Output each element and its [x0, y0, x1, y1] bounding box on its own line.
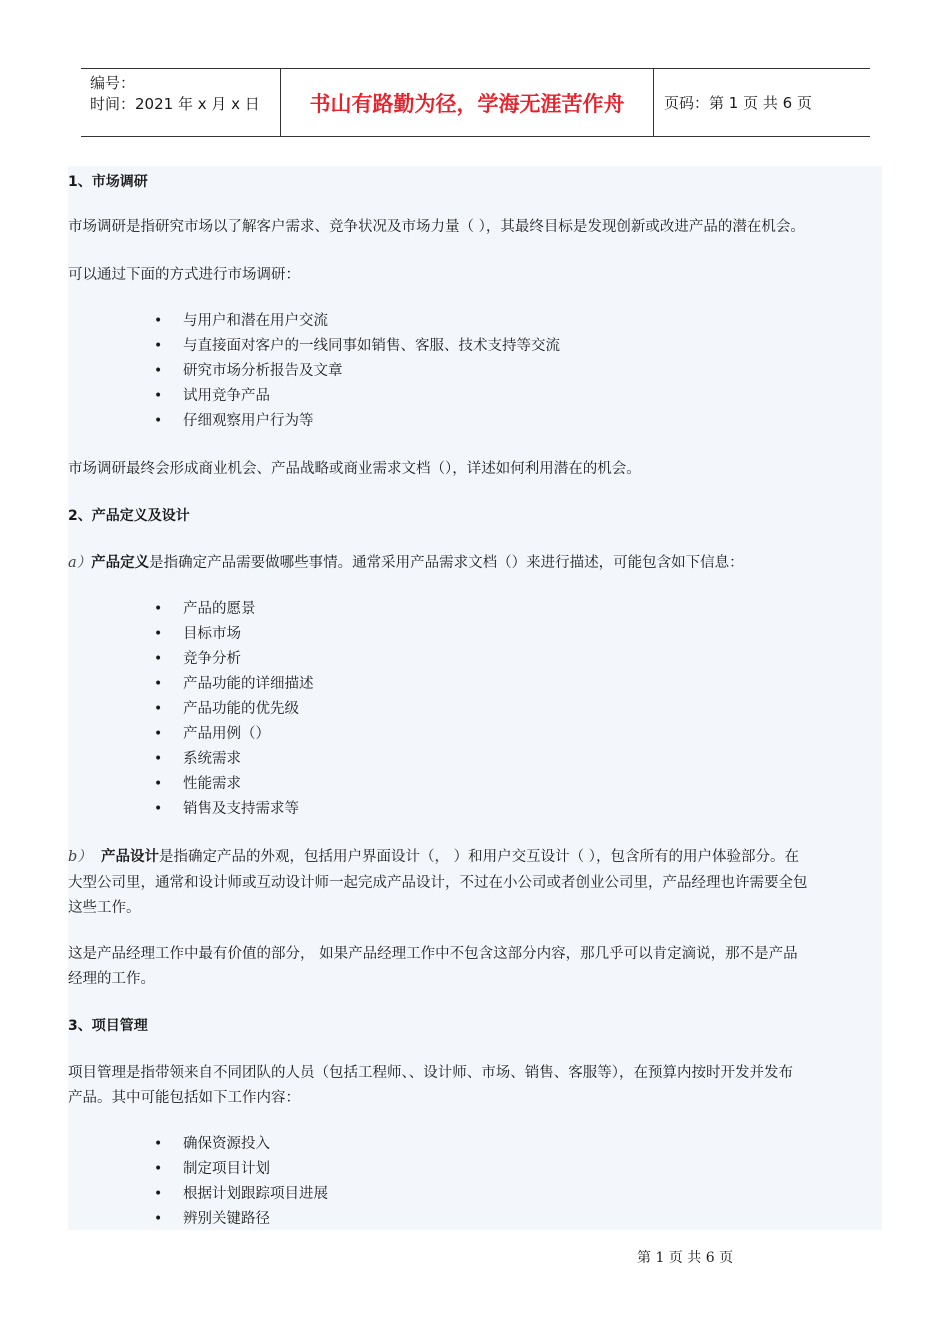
list-item: • 辨别关键路径: [68, 1207, 882, 1232]
list-item: • 确保资源投入: [68, 1132, 882, 1157]
page-info: 页码：第 1 页 共 6 页: [664, 94, 812, 112]
list-item: • 制定项目计划: [68, 1157, 882, 1182]
text: 是指确定产品需要做哪些事情。通常采用产品需求文档（）来进行描述，可能包含如下信息：: [149, 555, 744, 571]
list-item: • 仔细观察用户行为等: [68, 409, 882, 434]
section-title: 3、项目管理: [68, 1018, 148, 1034]
list-item: • 产品功能的优先级: [68, 697, 882, 722]
paragraph: 市场调研最终会形成商业机会、产品战略或商业需求文档（），详述如何利用潜在的机会。: [68, 461, 641, 477]
list-item: • 销售及支持需求等: [68, 797, 882, 822]
list-item: • 目标市场: [68, 622, 882, 647]
number-label: 编号：: [90, 74, 136, 92]
paragraph: 市场调研是指研究市场以了解客户需求、竞争状况及市场力量（ ），其最终目标是发现创新或改进产品的潜在机会。: [68, 219, 805, 235]
list-item: • 产品功能的详细描述: [68, 672, 882, 697]
list-item: • 产品的愿景: [68, 597, 882, 622]
motto: 书山有路勤为径，学海无涯苦作舟: [281, 69, 654, 136]
list-item: • 系统需求: [68, 747, 882, 772]
header-table: [81, 68, 870, 137]
list-item: • 产品用例（）: [68, 722, 882, 747]
list-item: • 竞争分析: [68, 647, 882, 672]
bullet-list: [68, 309, 882, 434]
list-item: • 与直接面对客户的一线同事如销售、客服、技术支持等交流: [68, 334, 882, 359]
term: 产品设计: [101, 848, 160, 865]
paragraph-line: 这些工作。: [68, 900, 141, 916]
document-body: [68, 166, 882, 1230]
paragraph-line: 这是产品经理工作中最有价值的部分， 如果产品经理工作中不包含这部分内容，那几乎可以肯定滴说，那不是产品: [68, 946, 798, 962]
item-marker: b）: [68, 849, 92, 865]
list-item: • 性能需求: [68, 772, 882, 797]
section-title: 1、市场调研: [68, 174, 148, 190]
list-item: • 试用竞争产品: [68, 384, 882, 409]
header-meta: [81, 69, 281, 136]
date-label: 时间：2021 年 x 月 x 日: [90, 95, 260, 113]
paragraph-line: 大型公司里，通常和设计师或互动设计师一起完成产品设计，不过在小公司或者创业公司里，产品经理也许需要全包: [68, 875, 808, 891]
bullet-list: [68, 1132, 882, 1232]
paragraph-line: 经理的工作。: [68, 971, 155, 987]
text: 是指确定产品的外观，包括用户界面设计（， ）和用户交互设计（ ），包含所有的用户体验部分。在: [159, 849, 799, 865]
page-footer: 第 1 页 共 6 页: [637, 1250, 734, 1266]
section-title: 2、产品定义及设计: [68, 508, 190, 524]
paragraph-line: 产品。其中可能包括如下工作内容：: [68, 1090, 300, 1106]
list-item: • 根据计划跟踪项目进展: [68, 1182, 882, 1207]
list-item: • 与用户和潜在用户交流: [68, 309, 882, 334]
paragraph: [68, 550, 882, 576]
paragraph: [68, 844, 882, 870]
bullet-list: [68, 597, 882, 822]
paragraph-line: 项目管理是指带领来自不同团队的人员（包括工程师、、设计师、市场、销售、客服等），在预算内按时开发并发布: [68, 1065, 793, 1081]
term: 产品定义: [91, 554, 150, 571]
item-marker: a）: [68, 555, 92, 571]
paragraph: 可以通过下面的方式进行市场调研：: [68, 267, 300, 283]
list-item: • 研究市场分析报告及文章: [68, 359, 882, 384]
